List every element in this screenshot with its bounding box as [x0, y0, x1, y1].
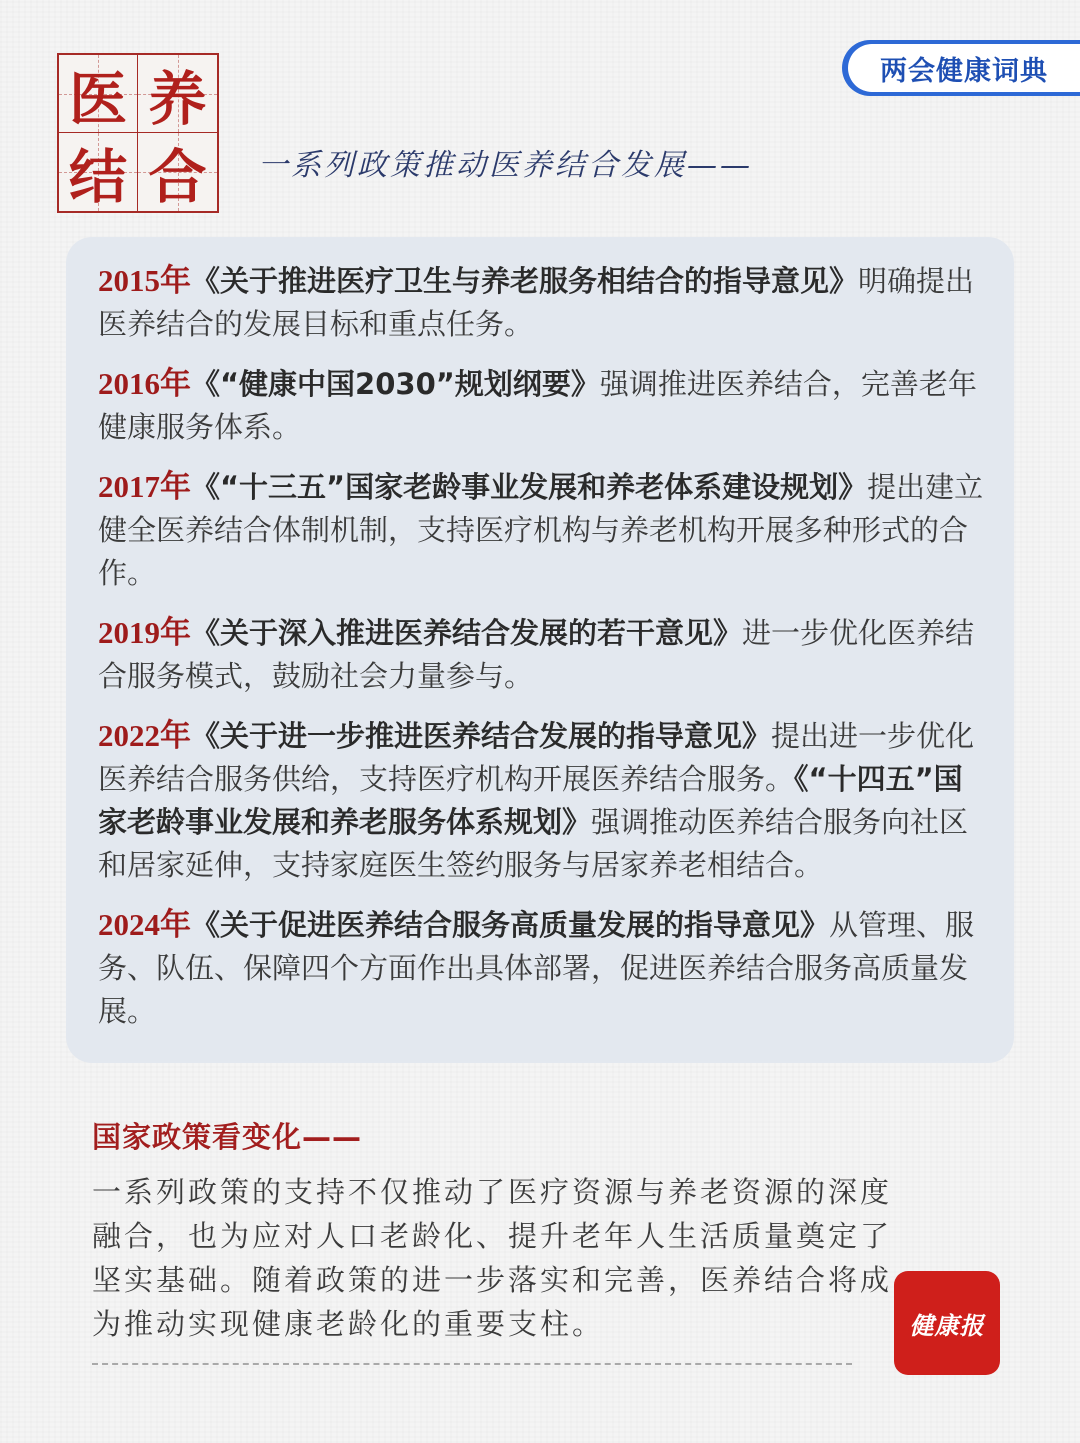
title-grid: [57, 53, 219, 213]
policy-entry: [98, 465, 986, 595]
policy-year: 2024年: [98, 907, 191, 942]
policy-entry: [98, 611, 986, 698]
policy-entry: [98, 259, 986, 346]
category-badge: [842, 40, 1080, 96]
policy-year: 2017年: [98, 469, 191, 504]
policy-description: 提出进一步优化医养结合服务供给，支持医疗机构开展医养结合服务。: [98, 719, 975, 796]
policy-year: 2016年: [98, 366, 191, 401]
subtitle: 一系列政策推动医养结合发展——: [258, 148, 753, 183]
policy-year: 2022年: [98, 718, 191, 753]
title-char: 合: [138, 133, 217, 211]
summary-title: 国家政策看变化——: [92, 1120, 363, 1154]
policy-entry: [98, 714, 986, 887]
policy-document: 《关于深入推进医养结合发展的若干意见》: [191, 616, 743, 650]
policy-document: 《“十四五”国家老龄事业发展和养老服务体系规划》: [98, 762, 963, 839]
policy-entry: [98, 903, 986, 1033]
publisher-logo-text: 健康报: [909, 1310, 985, 1340]
title-char: 医: [59, 55, 138, 133]
policy-description: 从管理、服务、队伍、保障四个方面作出具体部署，促进医养结合服务高质量发展。: [98, 908, 975, 1028]
policy-year: 2015年: [98, 263, 191, 298]
policy-timeline-panel: [66, 237, 1014, 1063]
policy-document: 《“十三五”国家老龄事业发展和养老体系建设规划》: [191, 470, 868, 504]
publisher-logo: [894, 1271, 1000, 1375]
dashed-divider: [92, 1363, 852, 1365]
policy-document: 《关于促进医养结合服务高质量发展的指导意见》: [191, 908, 830, 942]
policy-document: 《关于进一步推进医养结合发展的指导意见》: [191, 719, 772, 753]
policy-description: 明确提出医养结合的发展目标和重点任务。: [98, 264, 975, 341]
policy-entry: [98, 362, 986, 449]
policy-document: 《关于推进医疗卫生与养老服务相结合的指导意见》: [191, 264, 859, 298]
policy-description: 提出建立健全医养结合体制机制，支持医疗机构与养老机构开展多种形式的合作。: [98, 470, 984, 590]
policy-description: 进一步优化医养结合服务模式，鼓励社会力量参与。: [98, 616, 975, 693]
policy-document: 《“健康中国2030”规划纲要》: [191, 367, 600, 401]
policy-year: 2019年: [98, 615, 191, 650]
policy-description: 强调推进医养结合，完善老年健康服务体系。: [98, 367, 977, 444]
summary-text: 一系列政策的支持不仅推动了医疗资源与养老资源的深度融合，也为应对人口老龄化、提升老年人生活质量奠定了坚实基础。随着政策的进一步落实和完善，医养结合将成为推动实现健康老龄化的重要支柱。: [92, 1175, 893, 1341]
policy-description: 强调推动医养结合服务向社区和居家延伸，支持家庭医生签约服务与居家养老相结合。: [98, 805, 969, 882]
category-badge-label: 两会健康词典: [848, 44, 1080, 92]
title-char: 结: [59, 133, 138, 211]
title-char: 养: [138, 55, 217, 133]
